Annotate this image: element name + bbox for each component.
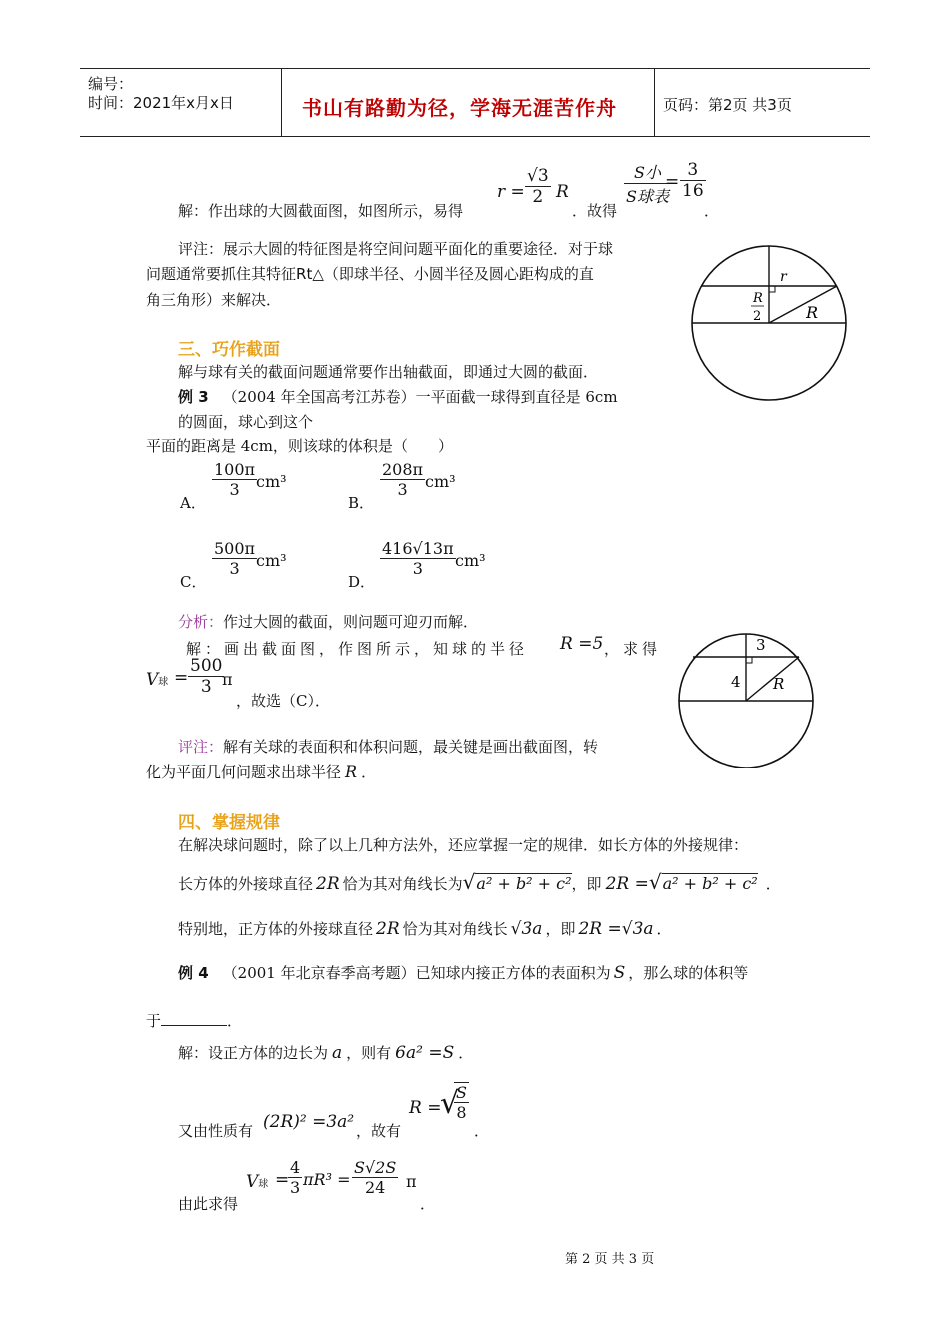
intro-ratio xyxy=(624,160,671,207)
section4-line3b: 恰为其对角线长 xyxy=(402,920,508,938)
header-slogan: 书山有路勤为径，学海无涯苦作舟 xyxy=(302,96,617,120)
intro-r-tail: R xyxy=(556,182,569,202)
comment1-line1: 评注：展示大圆的特征图是将空间问题平面化的重要途径．对于球 xyxy=(178,240,614,258)
section4-line3a: 特别地，正方体的外接球直径 xyxy=(178,920,374,938)
section4-2R: 2R xyxy=(316,874,340,894)
solution3-V xyxy=(146,670,168,690)
example4-line1 xyxy=(178,962,748,983)
solution4-line2a: 又由性质有 xyxy=(178,1122,254,1140)
solution3-V-fraction xyxy=(188,656,224,697)
comment1-line2 xyxy=(146,263,594,284)
example3-line3: 平面的距离是 4cm，则该球的体积是（ ） xyxy=(146,437,453,455)
comment2-line2 xyxy=(146,761,376,782)
solution3-V-label: V xyxy=(146,670,159,690)
option-c-fraction xyxy=(212,539,257,578)
option-a-fraction xyxy=(212,460,257,499)
figure1-label-r: r xyxy=(780,269,787,285)
option-a-unit: cm³ xyxy=(256,472,287,491)
section3-title: 三、巧作截面 xyxy=(178,340,280,360)
comment2-text1: 解有关球的表面积和体积问题，最关键是画出截面图，转 xyxy=(223,738,599,756)
comment1-line2b: （即球半径、小圆半径及圆心距构成的直 xyxy=(323,265,594,283)
option-d-unit: cm³ xyxy=(455,551,486,570)
intro-ratio-den: S球表 xyxy=(624,183,671,207)
header-number: 编号： xyxy=(88,75,134,93)
solution4-R-eq: R = xyxy=(409,1098,442,1118)
comment1-rt: Rt△ xyxy=(296,265,324,283)
comment2-label: 评注： xyxy=(178,738,224,756)
example3-line2: 的圆面，球心到这个 xyxy=(178,413,314,431)
section4-line3-eq: 2R =√3a xyxy=(578,919,654,939)
solution4-R-num: S xyxy=(456,1083,467,1102)
intro-r-eq: r = xyxy=(497,182,525,202)
intro-ratio-eq: = xyxy=(665,172,680,192)
solution4-eq3: = xyxy=(275,1170,290,1190)
option-d-letter[interactable]: D． xyxy=(348,573,376,591)
solution4-sqrt-sign: √ xyxy=(440,1086,460,1121)
example4-tail: ，那么球的体积等 xyxy=(628,964,749,982)
intro-ratio-value-num: 3 xyxy=(687,160,699,180)
analysis-text: 作过大圆的截面，则问题可迎刃而解． xyxy=(223,613,479,631)
intro-r-num: √3 xyxy=(527,166,549,186)
option-b-den: 3 xyxy=(380,479,425,499)
solution3-choose: ，故选（C）． xyxy=(236,692,330,710)
solution4-line2-end: ． xyxy=(474,1122,490,1140)
solution4-a: a xyxy=(332,1043,343,1063)
solution4-line3a: 由此求得 xyxy=(178,1195,239,1213)
option-b-unit: cm³ xyxy=(425,472,456,491)
option-c-unit: cm³ xyxy=(256,551,287,570)
solution3-eq: = xyxy=(174,668,189,688)
section4-line1: 在解决球问题时，除了以上几种方法外，还应掌握一定的规律．如长方体的外接规律： xyxy=(178,836,749,854)
comment2-end: ． xyxy=(361,763,377,781)
section4-2R-eq: 2R = xyxy=(605,874,649,894)
section4-sqrt-expr-2: a² + b² + c² xyxy=(662,874,758,893)
comment2-line1 xyxy=(178,736,598,757)
solution4-R-den: 8 xyxy=(454,1102,469,1122)
section4-line3 xyxy=(178,918,672,939)
solution4-line1 xyxy=(178,1042,473,1063)
example4-line2 xyxy=(146,1010,242,1031)
example3-label: 例 3 xyxy=(178,388,209,406)
intro-text: 解：作出球的大圆截面图，如图所示，易得 xyxy=(178,202,464,220)
solution4-line3-end: ． xyxy=(420,1195,436,1213)
example4-S: S xyxy=(613,963,626,983)
option-b-num: 208π xyxy=(382,460,424,479)
solution3-V-num: 500 xyxy=(190,656,223,676)
intro-ratio-num: S小 xyxy=(634,163,661,182)
option-a-letter[interactable]: A． xyxy=(180,494,206,512)
section4-line2-end: ． xyxy=(765,875,781,893)
section4-sqrt-expr: a² + b² + c² xyxy=(476,874,572,893)
solution4-f2-num: S√2S xyxy=(354,1158,397,1177)
intro-text-mid: ．故得 xyxy=(572,202,618,220)
solution3-V-den: 3 xyxy=(188,676,224,697)
solution3-R: R =5 xyxy=(560,634,604,654)
section4-title: 四、掌握规律 xyxy=(178,813,280,833)
comment1-line3: 角三角形）来解决． xyxy=(146,291,282,309)
figure1-label-R2-num: R xyxy=(753,291,763,306)
figure1-right-angle xyxy=(769,286,775,292)
solution4-line1b: ，则有 xyxy=(346,1044,392,1062)
solution4-V-label: V xyxy=(246,1172,259,1192)
option-b-letter[interactable]: B． xyxy=(348,494,375,512)
header-divider-left xyxy=(281,68,282,136)
figure2-label-3: 3 xyxy=(756,636,766,654)
header-page-info: 页码：第2页 共3页 xyxy=(663,96,792,114)
figure1-radius-R xyxy=(769,286,837,323)
solution4-V-sub: 球 xyxy=(258,1179,269,1190)
example3-text1: （2004 年全国高考江苏卷）一平面截一球得到直径是 6cm xyxy=(222,388,618,406)
example4-text1: （2001 年北京春季高考题）已知球内接正方体的表面积为 xyxy=(222,964,611,982)
option-a-num: 100π xyxy=(214,460,256,479)
option-c-num: 500π xyxy=(214,539,256,558)
example4-label: 例 4 xyxy=(178,964,209,982)
solution3-V-sub: 球 xyxy=(158,677,169,688)
section4-line2a: 长方体的外接球直径 xyxy=(178,875,314,893)
comment2-text2: 化为平面几何问题求出球半径 xyxy=(146,763,342,781)
comment1-line2a: 问题通常要抓住其特征 xyxy=(146,265,297,283)
figure2-label-4: 4 xyxy=(731,673,741,691)
intro-r-fraction xyxy=(525,166,551,207)
section3-line1: 解与球有关的截面问题通常要作出轴截面，即通过大圆的截面． xyxy=(178,363,599,381)
option-c-letter[interactable]: C． xyxy=(180,573,207,591)
solution4-eq2: (2R)² =3a² xyxy=(263,1112,355,1132)
option-b-fraction xyxy=(380,460,425,499)
solution4-eq1: 6a² =S xyxy=(395,1043,455,1063)
example4-line2-text: 于 xyxy=(146,1012,162,1030)
option-c-den: 3 xyxy=(212,558,257,578)
option-d-den: 3 xyxy=(380,558,456,578)
section4-line2: 长方体的外接球直径 2R 恰为其对角线长为√a² + b² + c²，即 2R =√a² + b² + c² ． xyxy=(178,870,781,894)
solution4-f2-den: 24 xyxy=(352,1177,398,1197)
solution4-line1a: 解：设正方体的边长为 xyxy=(178,1044,329,1062)
figure1-label-R2-den: 2 xyxy=(753,309,762,324)
figure1-label-R: R xyxy=(806,303,819,322)
option-a-den: 3 xyxy=(212,479,257,499)
section4-sqrt3a: √3a xyxy=(510,919,543,939)
figure1-sphere-section xyxy=(688,236,850,402)
section4-line3-end: ． xyxy=(656,920,672,938)
solution4-f1 xyxy=(288,1158,302,1197)
section4-line2c: ，即 xyxy=(571,875,602,893)
solution4-pi: π xyxy=(406,1172,417,1191)
option-d-fraction xyxy=(380,539,456,578)
solution4-V xyxy=(246,1172,268,1192)
intro-ratio-value-den: 16 xyxy=(682,181,704,201)
intro-ratio-value xyxy=(680,160,706,201)
example3-line1 xyxy=(178,386,618,407)
header-top-border xyxy=(80,68,870,69)
header-divider-right xyxy=(654,68,655,136)
section4-line3-2R: 2R xyxy=(376,919,400,939)
example4-answer-blank[interactable] xyxy=(161,1025,227,1026)
solution3-tail: ，求得 xyxy=(604,640,662,658)
intro-end: ． xyxy=(704,202,720,220)
solution4-line2b: ，故有 xyxy=(356,1122,402,1140)
figure2-label-R: R xyxy=(773,675,785,693)
analysis-line xyxy=(178,611,478,632)
solution4-f1-num: 4 xyxy=(290,1158,301,1177)
section4-line3c: ，即 xyxy=(545,920,576,938)
example4-line2-end: ． xyxy=(227,1012,243,1030)
solution4-mid: πR³ = xyxy=(303,1170,351,1189)
solution4-f1-den: 3 xyxy=(290,1178,301,1197)
solution3-pi: π xyxy=(222,670,233,689)
figure2-right-angle xyxy=(746,657,752,663)
section4-line2b: 恰为其对角线长为 xyxy=(342,875,463,893)
solution4-f2 xyxy=(352,1158,398,1197)
solution4-line1-end: ． xyxy=(458,1044,474,1062)
option-d-num: 416√13π xyxy=(382,539,454,558)
header-bottom-border xyxy=(80,136,870,137)
comment2-R: R xyxy=(345,762,358,781)
figure2-sphere-section xyxy=(674,626,822,768)
header-time: 时间：2021年x月x日 xyxy=(88,94,234,112)
page-footer: 第 2 页 共 3 页 xyxy=(565,1252,655,1267)
intro-r-den: 2 xyxy=(525,186,551,207)
solution3-line: 解：画出截面图，作图所示，知球的半径 xyxy=(186,640,529,658)
analysis-label: 分析： xyxy=(178,613,224,631)
solution4-R-fraction xyxy=(454,1082,469,1122)
